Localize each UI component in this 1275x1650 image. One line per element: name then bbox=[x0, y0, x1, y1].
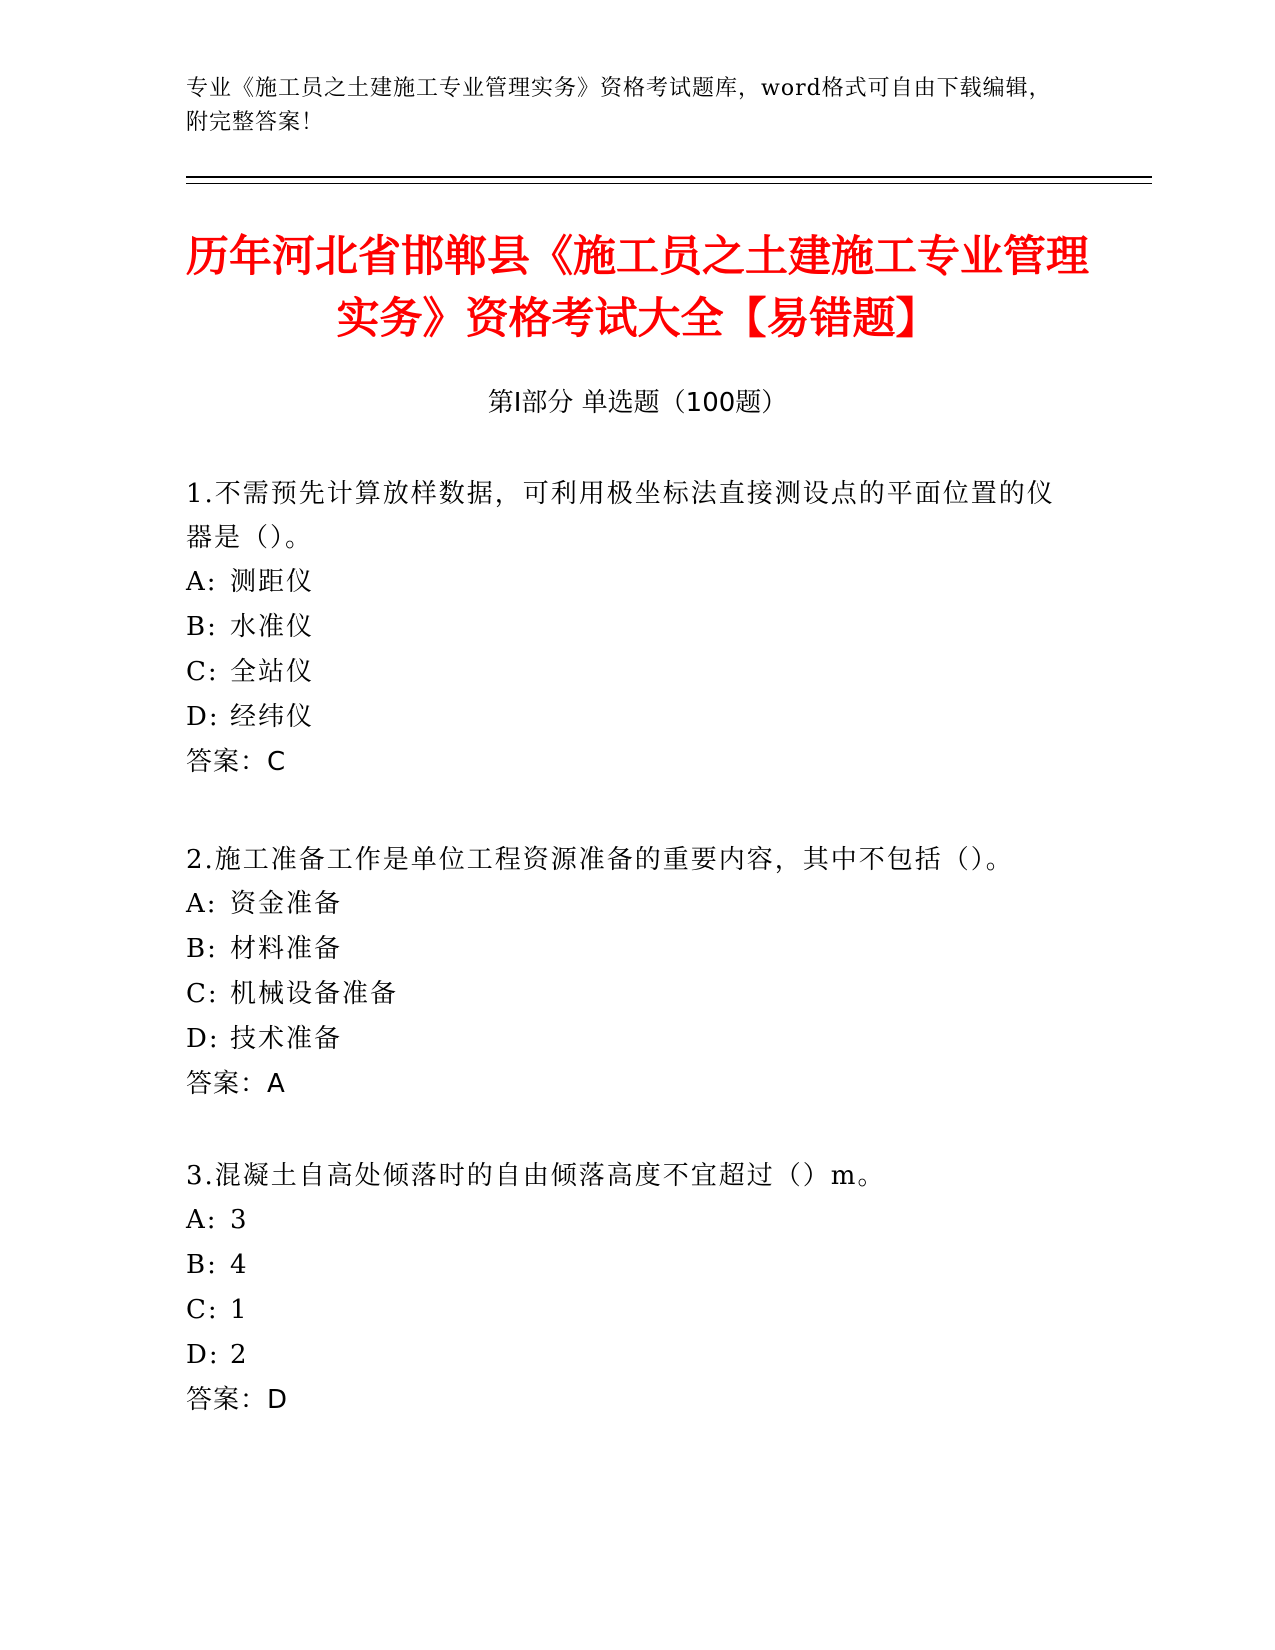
option-letter: A: bbox=[186, 567, 218, 597]
header-rule-thin bbox=[186, 183, 1152, 184]
option-d bbox=[186, 1017, 1066, 1062]
option-b bbox=[186, 927, 1066, 972]
option-letter: D: bbox=[186, 1024, 220, 1054]
option-d bbox=[186, 695, 1066, 740]
option-b bbox=[186, 1243, 1066, 1288]
header-note: 专业《施工员之土建施工专业管理实务》资格考试题库，word格式可自由下载编辑，附完整答案！ bbox=[186, 76, 1052, 135]
option-letter: C: bbox=[186, 979, 219, 1009]
option-text: 经纬仪 bbox=[230, 702, 315, 732]
question-2 bbox=[186, 838, 1066, 1107]
option-c bbox=[186, 972, 1066, 1017]
question-text: 3.混凝土自高处倾落时的自由倾落高度不宜超过（）m。 bbox=[186, 1161, 886, 1191]
option-letter: C: bbox=[186, 1295, 219, 1325]
option-d bbox=[186, 1333, 1066, 1378]
option-letter: D: bbox=[186, 1340, 220, 1370]
question-text: 2.施工准备工作是单位工程资源准备的重要内容，其中不包括（）。 bbox=[186, 845, 1014, 875]
option-text: 3 bbox=[230, 1205, 249, 1235]
option-letter: D: bbox=[186, 702, 220, 732]
option-text: 技术准备 bbox=[230, 1024, 343, 1054]
answer-line: 答案：C bbox=[186, 747, 287, 777]
option-letter: B: bbox=[186, 1250, 218, 1280]
option-a bbox=[186, 882, 1066, 927]
option-letter: A: bbox=[186, 889, 218, 919]
option-text: 全站仪 bbox=[230, 657, 315, 687]
section-title: 第I部分 单选题（100题） bbox=[487, 388, 788, 418]
option-c bbox=[186, 650, 1066, 695]
option-a bbox=[186, 560, 1066, 605]
header-rule-thick bbox=[186, 176, 1152, 178]
question-1 bbox=[186, 472, 1066, 785]
option-a bbox=[186, 1198, 1066, 1243]
option-letter: B: bbox=[186, 612, 218, 642]
option-letter: A: bbox=[186, 1205, 218, 1235]
option-b bbox=[186, 605, 1066, 650]
option-text: 水准仪 bbox=[230, 612, 315, 642]
document-title: 历年河北省邯郸县《施工员之土建施工专业管理实务》资格考试大全【易错题】 bbox=[186, 232, 1089, 344]
option-letter: B: bbox=[186, 934, 218, 964]
option-text: 4 bbox=[230, 1250, 249, 1280]
option-c bbox=[186, 1288, 1066, 1333]
answer-line: 答案：A bbox=[186, 1069, 286, 1099]
option-letter: C: bbox=[186, 657, 219, 687]
option-text: 材料准备 bbox=[230, 934, 343, 964]
option-text: 1 bbox=[230, 1295, 249, 1325]
answer-line: 答案：D bbox=[186, 1385, 289, 1415]
question-3 bbox=[186, 1154, 1066, 1423]
option-text: 机械设备准备 bbox=[230, 979, 399, 1009]
question-text: 1.不需预先计算放样数据，可利用极坐标法直接测设点的平面位置的仪器是（）。 bbox=[186, 479, 1055, 553]
option-text: 资金准备 bbox=[230, 889, 343, 919]
option-text: 测距仪 bbox=[230, 567, 315, 597]
option-text: 2 bbox=[230, 1340, 249, 1370]
